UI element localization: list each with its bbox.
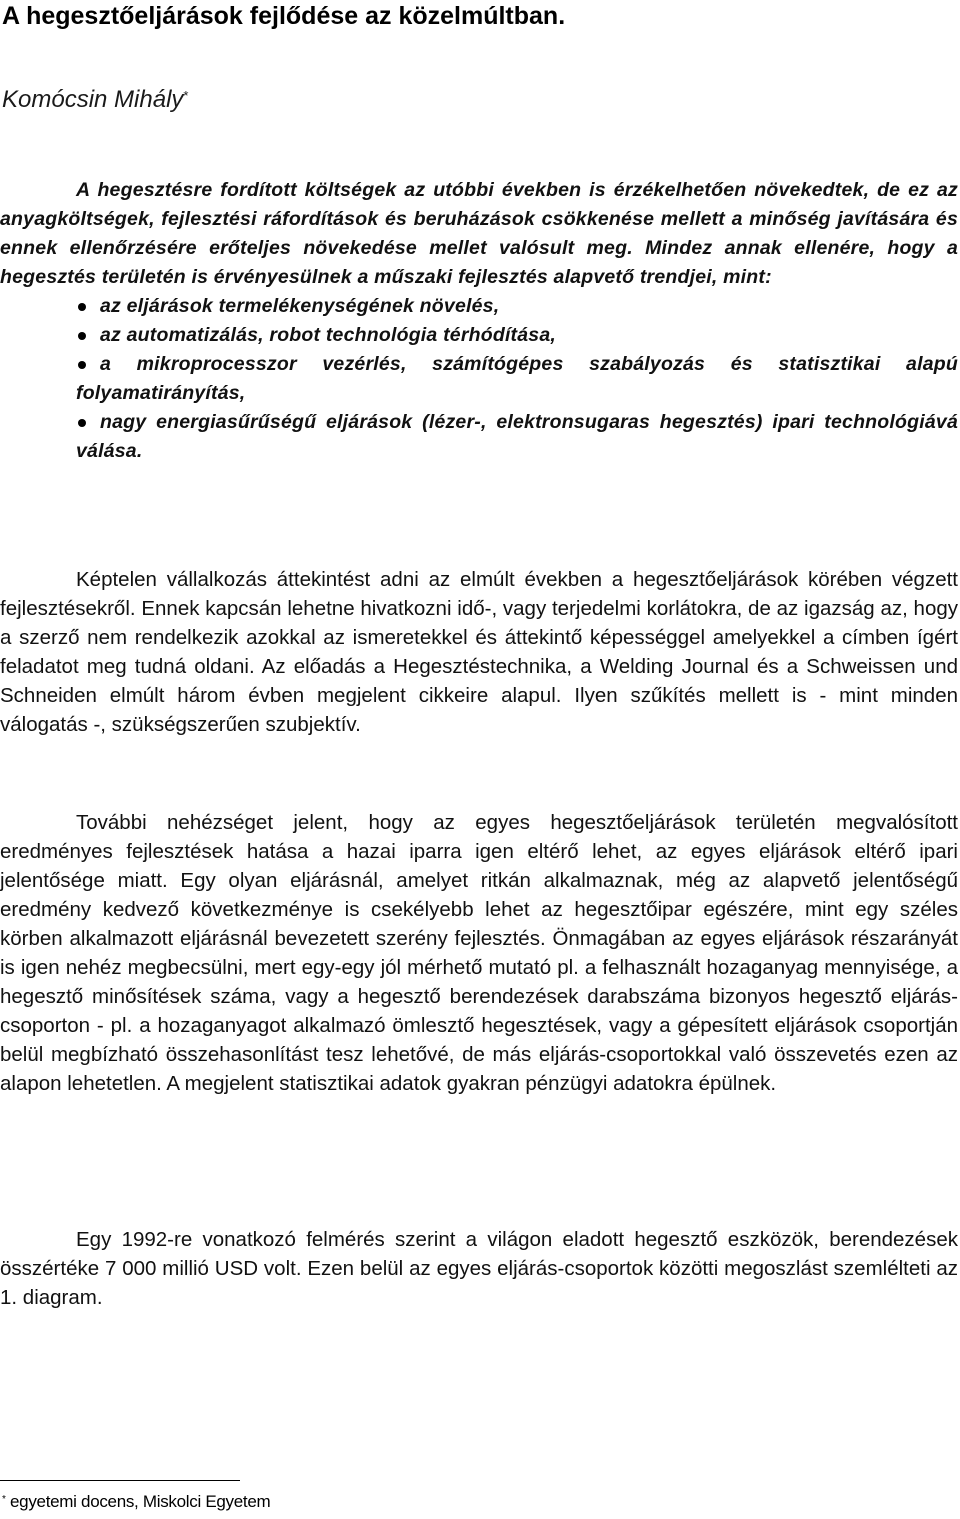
author-footnote-mark: * [183, 88, 189, 103]
bullet-text: az automatizálás, robot technológia térhódítása, [100, 324, 557, 346]
footnote-divider [0, 1480, 240, 1481]
footnote [2, 1490, 270, 1514]
body-paragraph: További nehézséget jelent, hogy az egyes hegesztőeljárások területén megvalósított eredményes fejlesztések hatása a hazai iparra igen eltérő lehet, az egyes eljárások eltérő ipari jelentősége miatt. Egy olyan eljárásnál, amelyet ritkán alkalmaznak, még az alapvető jelentőségű eredmény kedvező következménye is csekélyebb lehet az hegesztőipar egészére, mint egy széles körben alkalmazott eljárásnál bevezetett szerény fejlesztés. Önmagában az egyes eljárások részarányát is igen nehéz megbecsülni, mert egy-egy jól mérhető mutató pl. a felhasznált hozaganyag mennyisége, a hegesztő minősítések száma, vagy a hegesztő berendezések darabszáma bizonyos hegesztő eljárás-csoporton - pl. a hozaganyagot alkalmazó ömlesztő hegesztések, vagy a gépesített eljárások csoportján belül megbízható összehasonlítást tesz lehetővé, de más eljárás-csoportokkal való összevetés ezen az alapon lehetetlen. A megjelent statisztikai adatok gyakran pénzügyi adatokra épülnek. [0, 811, 958, 1095]
author-line [2, 84, 188, 116]
bullet-item [76, 292, 958, 321]
abstract [0, 176, 958, 466]
body-paragraph: Egy 1992-re vonatkozó felmérés szerint a világon eladott hegesztő eszközök, berendezések összértéke 7 000 millió USD volt. Ezen belül az egyes eljárás-csoportok közötti megoszlást szemlélteti az 1. diagram. [0, 1228, 958, 1309]
bullet-item [76, 408, 958, 466]
bullet-icon [78, 332, 86, 340]
bullet-icon [78, 303, 86, 311]
bullet-text: nagy energiasűrűségű eljárások (lézer-, elektronsugaras hegesztés) ipari technológiává válása. [76, 411, 958, 462]
document-title: A hegesztőeljárások fejlődése az közelmúltban. [2, 2, 566, 30]
bullet-text: az eljárások termelékenységének növelés, [100, 295, 500, 317]
bullet-icon [78, 419, 86, 427]
footnote-text: egyetemi docens, Miskolci Egyetem [10, 1492, 271, 1511]
bullet-item [76, 321, 958, 350]
body-paragraph: Képtelen vállalkozás áttekintést adni az elmúlt években a hegesztőeljárások körében végzett fejlesztésekről. Ennek kapcsán lehetne hivatkozni idő-, vagy terjedelmi korlátokra, de az igazság az, hogy a szerző nem rendelkezik azokkal az ismeretekkel és áttekintő képességgel amelyekkel a címben ígért feladatot meg tudná oldani. Az előadás a Hegesztéstechnika, a Welding Journal és a Schweissen und Schneiden elmúlt három évben megjelent cikkeire alapul. Ilyen szűkítés mellett is - mint minden válogatás -, szükségszerűen szubjektív. [0, 568, 958, 736]
author-name: Komócsin Mihály [2, 86, 184, 113]
footnote-mark: * [2, 1494, 6, 1505]
bullet-text: a mikroprocesszor vezérlés, számítógépes szabályozás és statisztikai alapú folyamatirányítás, [76, 353, 958, 404]
bullet-icon [78, 361, 86, 369]
abstract-intro: A hegesztésre fordított költségek az utóbbi években is érzékelhetően növekedtek, de ez az anyagköltségek, fejlesztési ráfordítások és beruházások csökkenése mellett a minőség javítására és ennek ellenőrzésére erőteljes növekedése mellet valósult meg. Mindez annak ellenére, hogy a hegesztés területén is érvényesülnek a műszaki fejlesztés alapvető trendjei, mint: [0, 179, 958, 288]
abstract-bullet-list [0, 292, 958, 466]
bullet-item [76, 350, 958, 408]
